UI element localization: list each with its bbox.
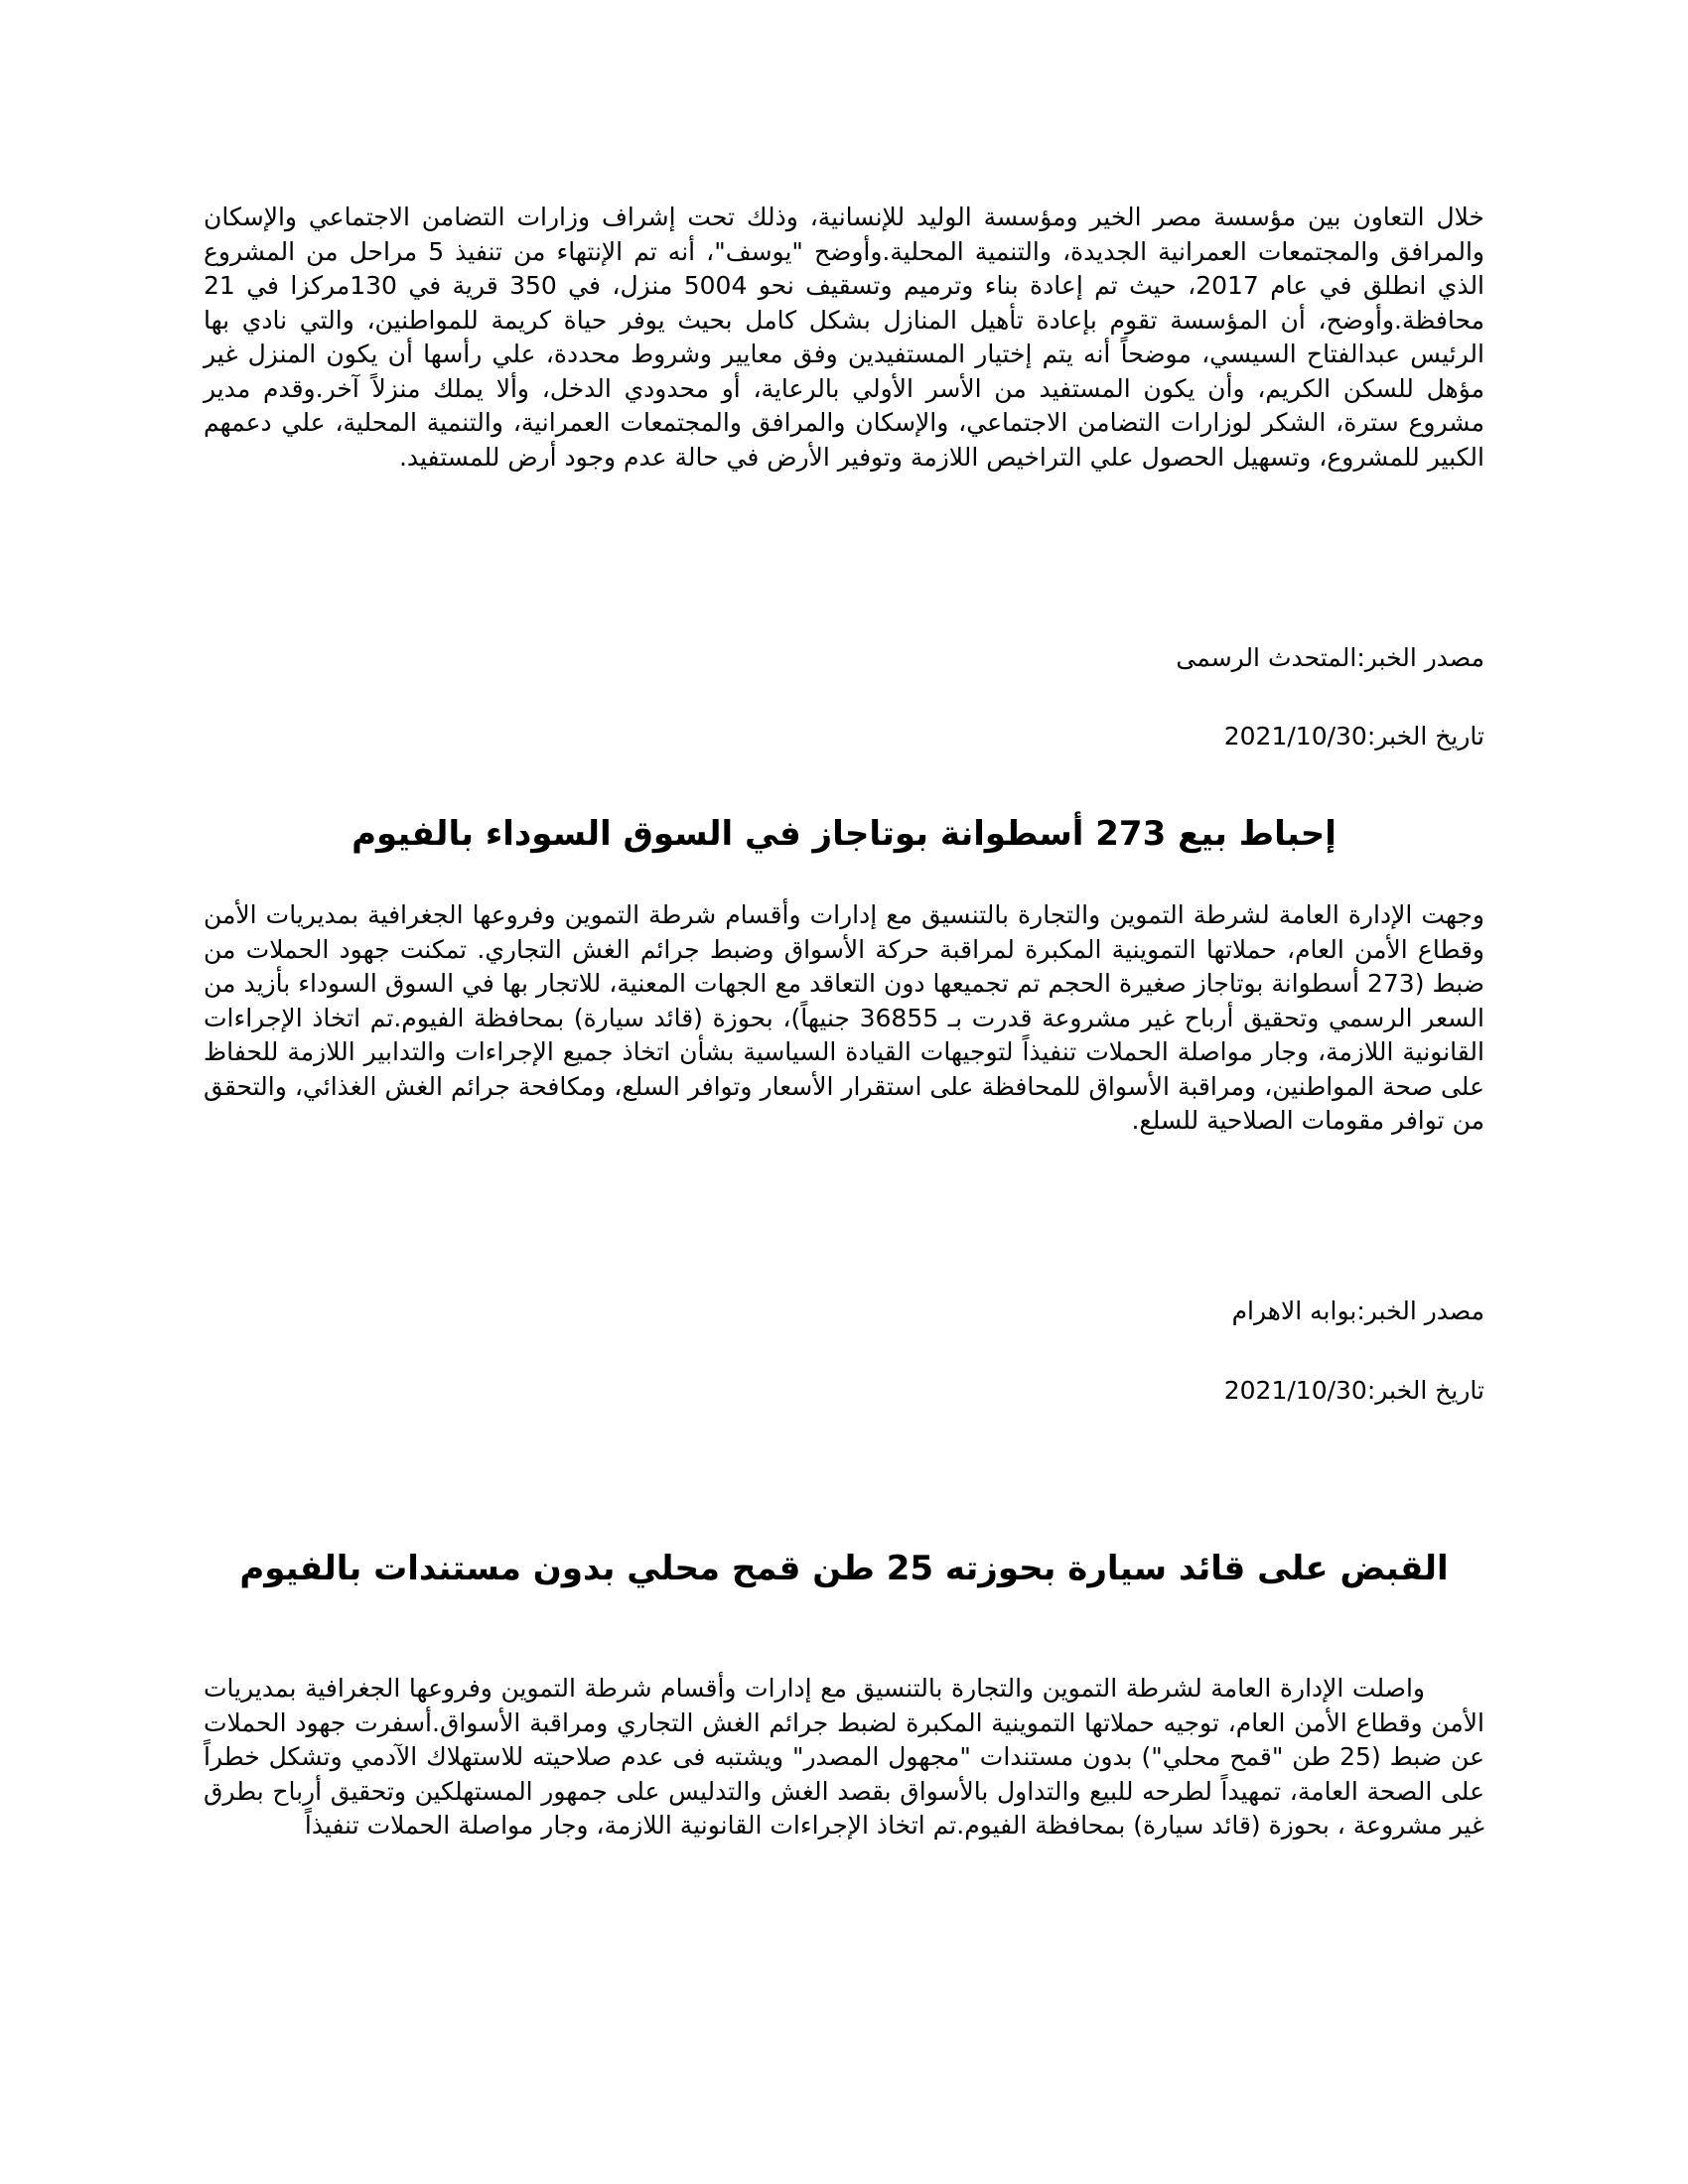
- article-2-date-label: تاريخ الخبر:: [1366, 1376, 1484, 1405]
- article-2-date: [1224, 1374, 1484, 1408]
- article-2-body: وجهت الإدارة العامة لشرطة التموين والتجارة بالتنسيق مع إدارات وأقسام شرطة التموين وفروعها الجغرافية بمديريات الأمن وقطاع الأمن العام، حملاتها التموينية المكبرة لمراقبة حركة الأسواق وضبط جرائم الغش التجاري. تمكنت جهود الحملات من ضبط (273 أسطوانة بوتاجاز صغيرة الحجم تم تجميعها دون التعاقد مع الجهات المعنية، للاتجار بها في السوق السوداء بأزيد من السعر الرسمي وتحقيق أرباح غير مشروعة قدرت بـ 36855 جنيهاً)، بحوزة (قائد سيارة) بمحافظة الفيوم.تم اتخاذ الإجراءات القانونية اللازمة، وجار مواصلة الحملات تنفيذاً لتوجيهات القيادة السياسية بشأن اتخاذ جميع الإجراءات والتدابير اللازمة للحفاظ على صحة المواطنين، ومراقبة الأسواق للمحافظة على استقرار الأسعار وتوافر السلع، ومكافحة جرائم الغش الغذائي، والتحقق من توافر مقومات الصلاحية للسلع.: [204, 900, 1484, 1135]
- article-1-body: خلال التعاون بين مؤسسة مصر الخير ومؤسسة الوليد للإنسانية، وذلك تحت إشراف وزارات التضامن الاجتماعي والإسكان والمرافق والمجتمعات العمرانية الجديدة، والتنمية المحلية.وأوضح "يوسف"، أنه تم الإنتهاء من تنفيذ 5 مراحل من المشروع الذي انطلق في عام 2017، حيث تم إعادة بناء وترميم وتسقيف نحو 5004 منزل، في 350 قرية في 130مركزا في 21 محافظة.وأوضح، أن المؤسسة تقوم بإعادة تأهيل المنازل بشكل كامل بحيث يوفر حياة كريمة للمواطنين، والتي نادي بها الرئيس عبدالفتاح السيسي، موضحاً أنه يتم إختيار المستفيدين وفق معايير وشروط محددة، علي رأسها أن يكون المنزل غير مؤهل للسكن الكريم، وأن يكون المستفيد من الأسر الأولي بالرعاية، أو محدودي الدخل، وألا يملك منزلاً آخر.وقدم مدير مشروع سترة، الشكر لوزارات التضامن الاجتماعي، والإسكان والمرافق والمجتمعات العمرانية، والتنمية المحلية، علي دعمهم الكبير للمشروع، وتسهيل الحصول علي التراخيص اللازمة وتوفير الأرض في حالة عدم وجود أرض للمستفيد.: [204, 203, 1485, 472]
- article-2-date-value: 2021/10/30: [1223, 1376, 1367, 1405]
- article-2-source-label: مصدر الخبر:: [1356, 1297, 1484, 1325]
- article-3-title: القبض على قائد سيارة بحوزته 25 طن قمح محلي بدون مستندات بالفيوم: [239, 1549, 1449, 1588]
- article-3-body: واصلت الإدارة العامة لشرطة التموين والتجارة بالتنسيق مع إدارات وأقسام شرطة التموين وفروعها الجغرافية بمديريات الأمن وقطاع الأمن العام، توجيه حملاتها التموينية المكبرة لضبط جرائم الغش التجاري ومراقبة الأسواق.أسفرت جهود الحملات عن ضبط (25 طن "قمح محلي") بدون مستندات "مجهول المصدر" ويشتبه فى عدم صلاحيته للاستهلاك الآدمي وتشكل خطراً على الصحة العامة، تمهيداً لطرحه للبيع والتداول بالأسواق بقصد الغش والتدليس على جمهور المستهلكين وتحقيق أرباح بطرق غير مشروعة ، بحوزة (قائد سيارة) بمحافظة الفيوم.تم اتخاذ الإجراءات القانونية اللازمة، وجار مواصلة الحملات تنفيذاً: [204, 1674, 1484, 1840]
- article-1-source-value: المتحدث الرسمى: [1176, 643, 1357, 672]
- article-1-source: [1176, 641, 1484, 675]
- article-2-source: [1232, 1295, 1484, 1328]
- article-1-date-value: 2021/10/30: [1223, 722, 1367, 751]
- article-1-date: [1224, 720, 1484, 753]
- article-2-source-value: بوابه الاهرام: [1231, 1297, 1357, 1325]
- article-2-title: إحباط بيع 273 أسطوانة بوتاجاز في السوق السوداء بالفيوم: [352, 814, 1336, 854]
- article-1-date-label: تاريخ الخبر:: [1366, 722, 1484, 751]
- article-1-source-label: مصدر الخبر:: [1356, 643, 1484, 672]
